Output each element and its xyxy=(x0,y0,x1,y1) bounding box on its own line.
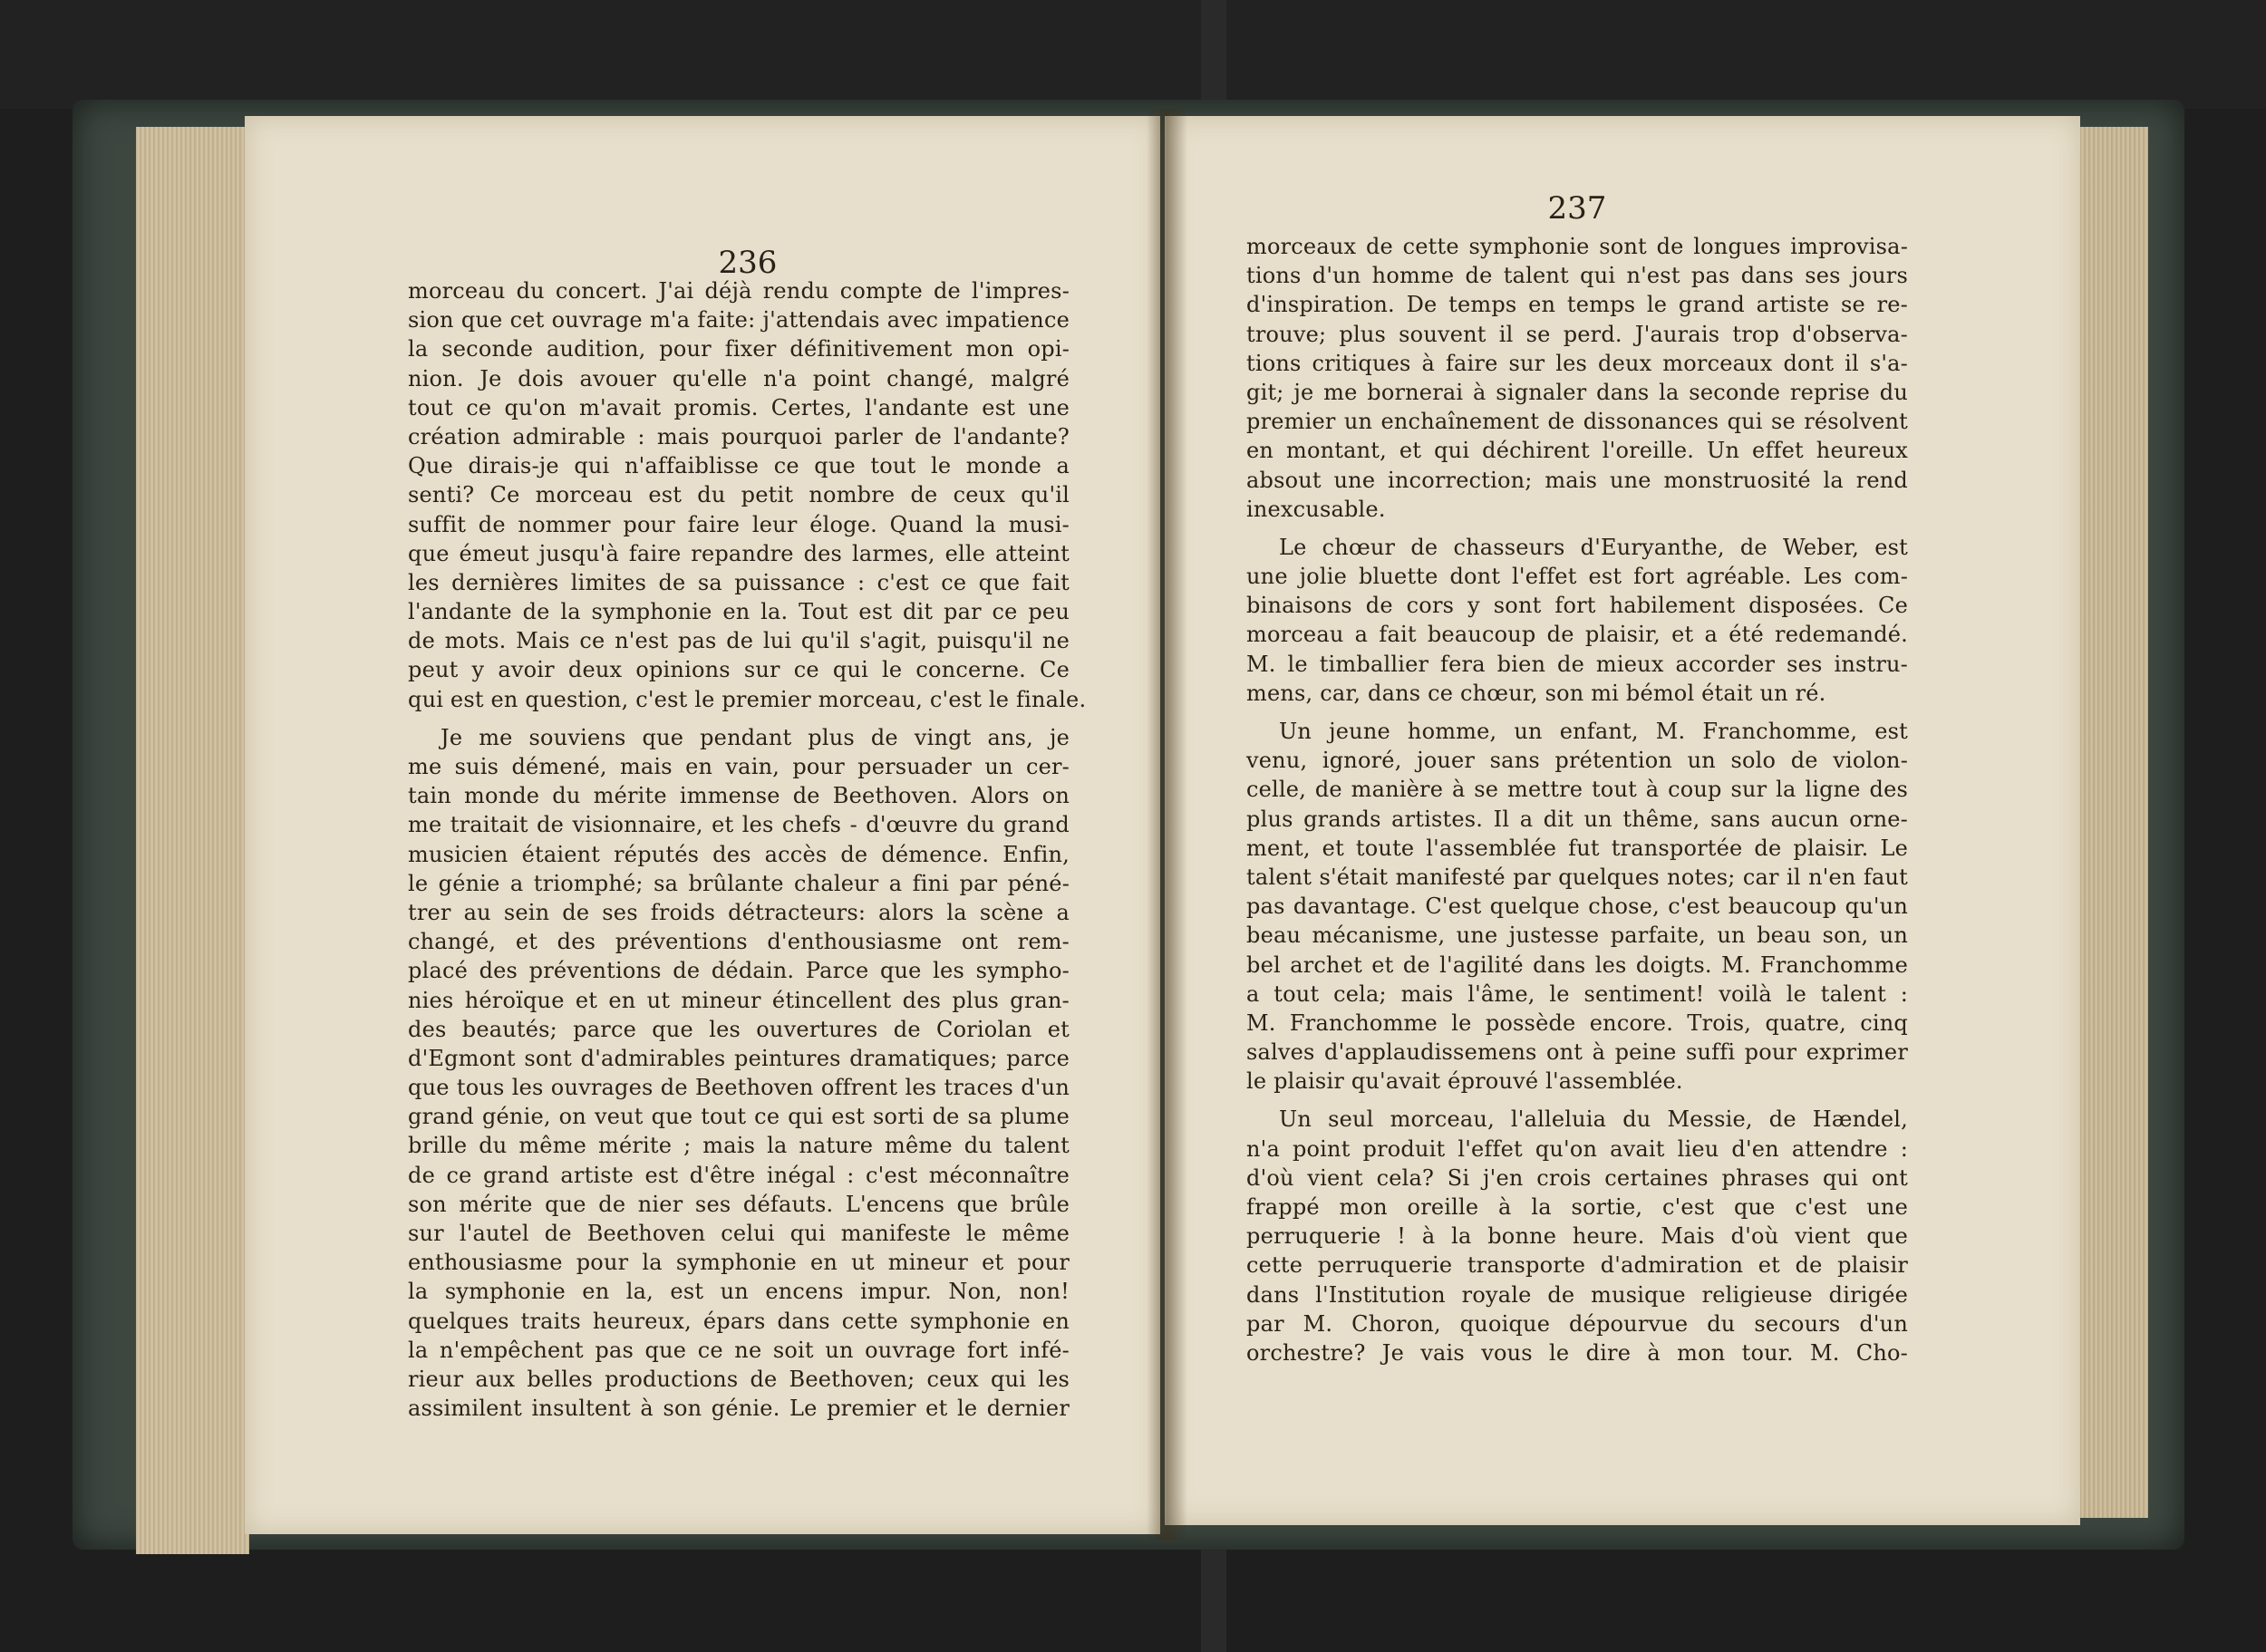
background-top xyxy=(0,0,2266,109)
text-line: la symphonie en la, est un encens impur. Non, non! xyxy=(408,1279,1070,1305)
text-line: binaisons de cors y sont fort habilement disposées. Ce xyxy=(1246,593,1908,619)
text-line: Je me souviens que pendant plus de vingt ans, je xyxy=(441,724,1070,750)
text-line: morceau du concert. J'ai déjà rendu compte de l'impres- xyxy=(408,278,1070,304)
text-line: morceaux de cette symphonie sont de longues improvisa- xyxy=(1246,234,1908,259)
text-line: premier un enchaînement de dissonances qui se résolvent xyxy=(1246,409,1908,435)
text-line: brille du même mérite ; mais la nature même du talent xyxy=(408,1133,1070,1159)
text-line: une jolie bluette dont l'effet est fort agréable. Les com- xyxy=(1246,564,1908,590)
text-line: d'inspiration. De temps en temps le grand artiste se re- xyxy=(1246,292,1908,318)
text-line: placé des préventions de dédain. Parce que les sympho- xyxy=(408,958,1070,984)
text-line: salves d'applaudissemens ont à peine suffi pour exprimer xyxy=(1246,1039,1908,1066)
text-line: musicien étaient réputés des accès de démence. Enfin, xyxy=(408,841,1070,867)
text-line: beau mécanisme, une justesse parfaite, un beau son, un xyxy=(1246,923,1908,949)
text-line: par M. Choron, quoique dépourvue du secours d'un xyxy=(1246,1310,1908,1337)
text-line: a tout cela; mais l'âme, le sentiment! voilà le talent : xyxy=(1246,981,1908,1007)
text-line: tout ce qu'on m'avait promis. Certes, l'andante est une xyxy=(408,394,1070,420)
text-line: création admirable : mais pourquoi parler de l'andante? xyxy=(408,423,1070,449)
text-line: d'Egmont sont d'admirables peintures dramatiques; parce xyxy=(408,1045,1070,1071)
text-line: sur l'autel de Beethoven celui qui manifeste le même xyxy=(408,1221,1070,1246)
left-page-text xyxy=(408,276,1087,1423)
text-line: peut y avoir deux opinions sur ce qui le concerne. Ce xyxy=(408,657,1070,683)
text-line: des beautés; parce que les ouvertures de Coriolan et xyxy=(408,1016,1070,1042)
text-line: le génie a triomphé; sa brûlante chaleur a fini par péné- xyxy=(408,870,1070,896)
right-page-edges xyxy=(2076,127,2148,1518)
text-line: changé, et des préventions d'enthousiasme ont rem- xyxy=(408,929,1070,955)
text-line: grand génie, on veut que tout ce qui est sorti de sa plume xyxy=(408,1104,1070,1130)
text-line: dans l'Institution royale de musique religieuse dirigée xyxy=(1246,1281,1908,1308)
text-line: orchestre? Je vais vous le dire à mon tour. M. Cho- xyxy=(1246,1339,1908,1366)
text-line: sion que cet ouvrage m'a faite: j'attendais avec impatience xyxy=(408,307,1070,333)
text-line: pas davantage. C'est quelque chose, c'est beaucoup qu'un xyxy=(1246,894,1908,920)
text-line: l'andante de la symphonie en la. Tout est dit par ce peu xyxy=(408,599,1070,625)
text-line: me suis démené, mais en vain, pour persuader un cer- xyxy=(408,754,1070,779)
text-line: inexcusable. xyxy=(1246,496,1386,522)
text-line: le plaisir qu'avait éprouvé l'assemblée. xyxy=(1246,1068,1683,1095)
text-line: assimilent insultent à son génie. Le premier et le dernier xyxy=(408,1396,1070,1422)
text-line: absout une incorrection; mais une monstruosité la rend xyxy=(1246,467,1908,493)
text-line: Que dirais-je qui n'affaiblisse ce que tout le monde a xyxy=(408,453,1070,479)
text-line: nion. Je dois avouer qu'elle n'a point changé, malgré xyxy=(408,365,1070,391)
text-line: nies héroïque et en ut mineur étincellent des plus gran- xyxy=(408,987,1070,1013)
text-line: quelques traits heureux, épars dans cette symphonie en xyxy=(408,1308,1070,1334)
text-line: rieur aux belles productions de Beethoven; ceux qui les xyxy=(408,1366,1070,1392)
text-line: tions critiques à faire sur les deux morceaux dont il s'a- xyxy=(1246,350,1908,376)
text-line: de ce grand artiste est d'être inégal : c'est méconnaître xyxy=(408,1162,1070,1188)
text-line: en montant, et qui déchirent l'oreille. Un effet heureux xyxy=(1246,438,1908,464)
text-line: plus grands artistes. Il a dit un thême, sans aucun orne- xyxy=(1246,806,1908,832)
text-line: git; je me bornerai à signaler dans la seconde reprise du xyxy=(1246,379,1908,405)
page-number-right: 237 xyxy=(1547,190,1607,227)
text-line: d'où vient cela? Si j'en crois certaines phrases qui ont xyxy=(1246,1164,1908,1191)
text-line: tain monde du mérite immense de Beethoven. Alors on xyxy=(408,783,1070,809)
page-number-left: 236 xyxy=(718,245,778,281)
text-line: frappé mon oreille à la sortie, c'est que c'est une xyxy=(1246,1194,1908,1220)
book-gutter xyxy=(1147,109,1187,1541)
text-line: Un seul morceau, l'alleluia du Messie, de Hændel, xyxy=(1279,1106,1908,1133)
text-line: qui est en question, c'est le premier morceau, c'est le finale. xyxy=(408,686,1087,712)
text-line: n'a point produit l'effet qu'on avait lieu d'en attendre : xyxy=(1246,1135,1908,1162)
text-line: M. Franchomme le possède encore. Trois, quatre, cinq xyxy=(1246,1010,1908,1036)
text-line: morceau a fait beaucoup de plaisir, et a été redemandé. xyxy=(1246,622,1908,648)
text-line: mens, car, dans ce chœur, son mi bémol était un ré. xyxy=(1246,680,1826,706)
text-line: trouve; plus souvent il se perd. J'aurais trop d'observa- xyxy=(1246,321,1908,347)
text-line: suffit de nommer pour faire leur éloge. Quand la musi- xyxy=(408,511,1070,537)
text-line: me traitait de visionnaire, et les chefs - d'œuvre du grand xyxy=(408,812,1070,838)
text-line: trer au sein de ses froids détracteurs: alors la scène a xyxy=(408,899,1070,925)
text-line: enthousiasme pour la symphonie en ut mineur et pour xyxy=(408,1250,1070,1276)
left-page-edges xyxy=(136,127,249,1554)
text-line: M. le timballier fera bien de mieux accorder ses instru- xyxy=(1246,651,1908,677)
text-line: talent s'était manifesté par quelques notes; car il n'en faut xyxy=(1246,864,1908,890)
text-line: de mots. Mais ce n'est pas de lui qu'il s'agit, puisqu'il ne xyxy=(408,628,1070,654)
text-line: que tous les ouvrages de Beethoven offrent les traces d'un xyxy=(408,1075,1070,1101)
text-line: Un jeune homme, un enfant, M. Franchomme, est xyxy=(1279,719,1908,744)
text-line: que émeut jusqu'à faire repandre des larmes, elle atteint xyxy=(408,540,1070,566)
right-page-text xyxy=(1246,232,1908,1367)
text-line: Le chœur de chasseurs d'Euryanthe, de Weber, est xyxy=(1279,534,1908,560)
text-line: celle, de manière à se mettre tout à coup sur la ligne des xyxy=(1246,777,1908,803)
text-line: venu, ignoré, jouer sans prétention un solo de violon- xyxy=(1246,748,1908,774)
text-line: les dernières limites de sa puissance : c'est ce que fait xyxy=(408,569,1070,595)
text-line: la n'empêchent pas que ce ne soit un ouvrage fort infé- xyxy=(408,1337,1070,1363)
text-line: la seconde audition, pour fixer définitivement mon opi- xyxy=(408,336,1070,362)
text-line: ment, et toute l'assemblée fut transportée de plaisir. Le xyxy=(1246,835,1908,861)
text-line: cette perruquerie transporte d'admiration et de plaisir xyxy=(1246,1252,1908,1279)
text-line: bel archet et de l'agilité dans les doigts. M. Franchomme xyxy=(1246,952,1908,978)
text-line: son mérite que de nier ses défauts. L'encens que brûle xyxy=(408,1191,1070,1217)
text-line: senti? Ce morceau est du petit nombre de ceux qu'il xyxy=(408,482,1070,508)
text-line: tions d'un homme de talent qui n'est pas dans ses jours xyxy=(1246,263,1908,289)
text-line: perruquerie ! à la bonne heure. Mais d'où vient que xyxy=(1246,1223,1908,1250)
